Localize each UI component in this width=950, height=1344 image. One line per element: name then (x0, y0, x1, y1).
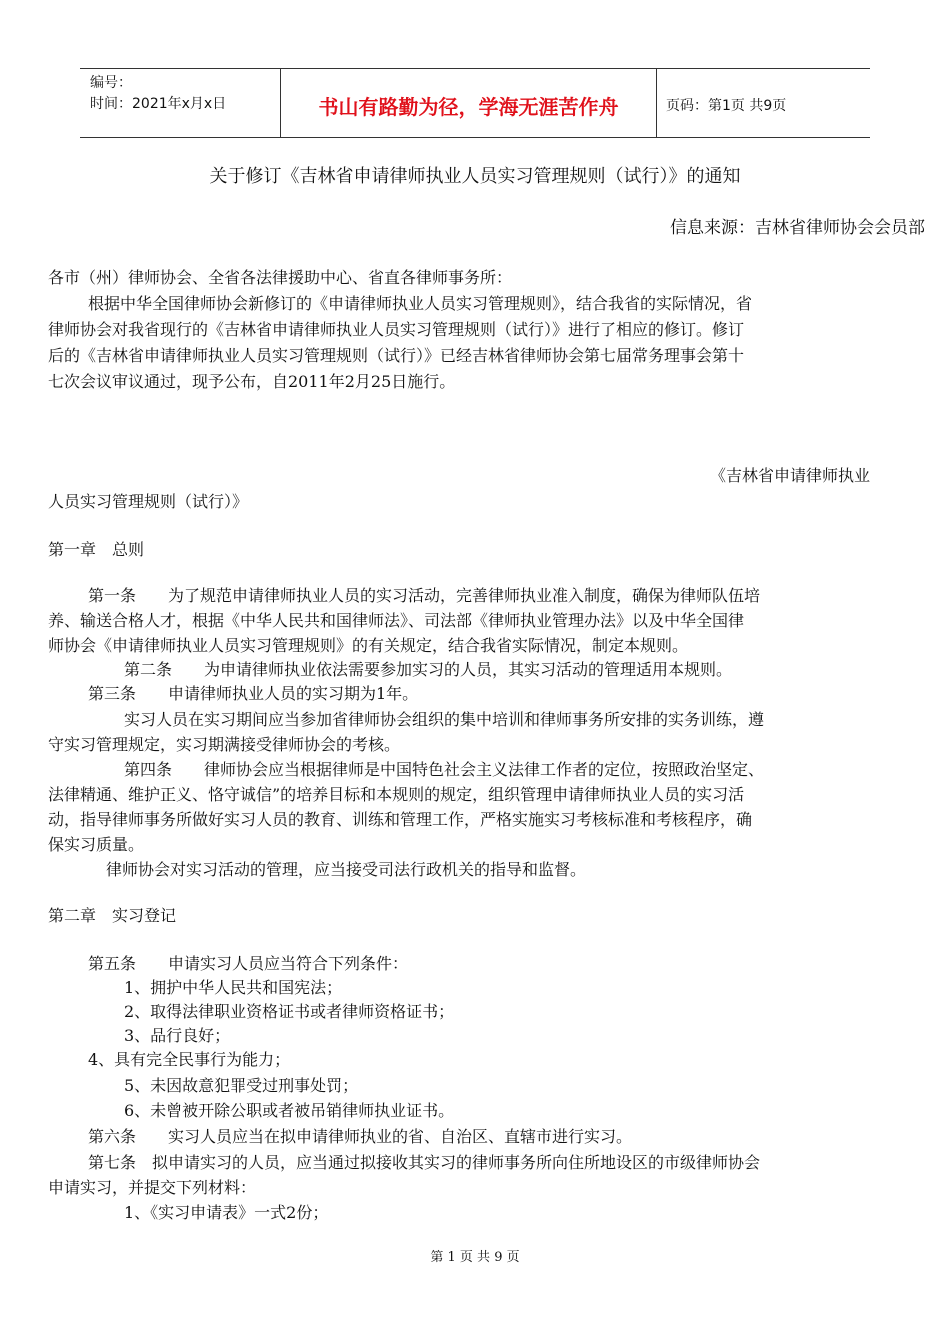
info-source: 信息来源：吉林省律师协会会员部 (670, 218, 925, 238)
body-line: 后的《吉林省申请律师执业人员实习管理规则（试行）》已经吉林省律师协会第七届常务理事会第十 (48, 346, 745, 365)
list-item: 5、未因故意犯罪受过刑事处罚； (124, 1076, 359, 1095)
body-line: 七次会议审议通过，现予公布，自2011年2月25日施行。 (48, 372, 456, 391)
body-line: 第三条 申请律师执业人员的实习期为1年。 (88, 684, 419, 703)
list-item: 1、拥护中华人民共和国宪法； (124, 978, 343, 997)
list-item: 4、具有完全民事行为能力； (88, 1050, 291, 1069)
list-item: 6、未曾被开除公职或者被吊销律师执业证书。 (124, 1101, 455, 1120)
body-line: 师协会《申请律师执业人员实习管理规则》的有关规定，结合我省实际情况，制定本规则。 (48, 636, 689, 655)
header-slogan-cell (281, 69, 657, 137)
body-line: 第六条 实习人员应当在拟申请律师执业的省、自治区、直辖市进行实习。 (88, 1127, 633, 1146)
body-line: 《吉林省申请律师执业 (710, 466, 871, 485)
list-item: 1、《实习申请表》一式2份； (124, 1203, 329, 1222)
body-line: 养、输送合格人才，根据《中华人民共和国律师法》、司法部《律师执业管理办法》以及中华全国律 (48, 611, 745, 630)
body-line: 第五条 申请实习人员应当符合下列条件： (88, 954, 409, 973)
list-item: 3、品行良好； (124, 1026, 231, 1045)
body-line: 第二条 为申请律师执业依法需要参加实习的人员，其实习活动的管理适用本规则。 (124, 660, 733, 679)
body-line: 第一条 为了规范申请律师执业人员的实习活动，完善律师执业准入制度，确保为律师队伍培 (88, 586, 761, 605)
document-title: 关于修订《吉林省申请律师执业人员实习管理规则（试行）》的通知 (209, 166, 741, 187)
document-time: 时间：2021年x月x日 (90, 96, 227, 112)
body-line: 法律精通、维护正义、恪守诚信”的培养目标和本规则的规定，组织管理申请律师执业人员的实习活 (48, 785, 745, 804)
header-page-cell (658, 69, 870, 137)
slogan: 书山有路勤为径，学海无涯苦作舟 (318, 95, 619, 119)
list-item: 2、取得法律职业资格证书或者律师资格证书； (124, 1002, 455, 1021)
page-header (80, 68, 870, 138)
body-line: 人员实习管理规则（试行）》 (48, 492, 249, 511)
chapter-heading: 第二章 实习登记 (48, 906, 177, 925)
body-line: 第七条 拟申请实习的人员，应当通过拟接收其实习的律师事务所向住所地设区的市级律师协会 (88, 1153, 761, 1172)
page-number: 页码：第1页 共9页 (666, 98, 787, 114)
body-line: 守实习管理规定，实习期满接受律师协会的考核。 (48, 735, 401, 754)
body-line: 保实习质量。 (48, 835, 145, 854)
page-footer: 第 1 页 共 9 页 (430, 1250, 520, 1265)
chapter-heading: 第一章 总则 (48, 540, 145, 559)
body-line: 第四条 律师协会应当根据律师是中国特色社会主义法律工作者的定位，按照政治坚定、 (124, 760, 765, 779)
body-line: 实习人员在实习期间应当参加省律师协会组织的集中培训和律师事务所安排的实务训练，遵 (124, 710, 765, 729)
body-line: 根据中华全国律师协会新修订的《申请律师执业人员实习管理规则》，结合我省的实际情况，省 (88, 294, 753, 313)
header-meta-cell (80, 69, 281, 137)
body-line: 各市（州）律师协会、全省各法律援助中心、省直各律师事务所： (48, 268, 513, 287)
body-line: 律师协会对实习活动的管理，应当接受司法行政机关的指导和监督。 (106, 860, 587, 879)
body-line: 申请实习，并提交下列材料： (48, 1178, 257, 1197)
body-line: 律师协会对我省现行的《吉林省申请律师执业人员实习管理规则（试行）》进行了相应的修订。修订 (48, 320, 745, 339)
document-number: 编号： (90, 75, 132, 91)
body-line: 动，指导律师事务所做好实习人员的教育、训练和管理工作，严格实施实习考核标准和考核程序，确 (48, 810, 753, 829)
